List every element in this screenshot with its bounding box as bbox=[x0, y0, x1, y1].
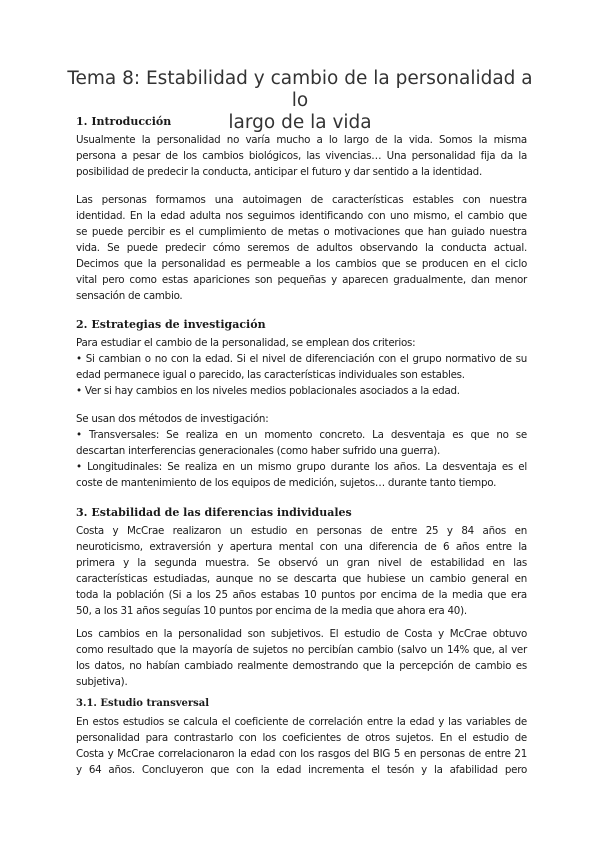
paragraph-line: sensación de cambio. bbox=[76, 290, 183, 302]
paragraph-line: los datos, no habían cambiado realmente demostrando que la percepción de cambio es bbox=[76, 660, 527, 672]
section-heading-introduccion: 1. Introducción bbox=[76, 115, 172, 128]
paragraph-line: coste de mantenimiento de los equipos de medición, sujetos… durante tanto tiempo. bbox=[76, 477, 497, 489]
bullet-line: • Longitudinales: Se realiza en un mismo grupo durante los años. La desventaja es el bbox=[76, 461, 527, 473]
paragraph-line: vital pero como estas apariciones son pequeñas y aparecen gradualmente, dan menor bbox=[76, 274, 527, 286]
paragraph-line: y 64 años. Concluyeron que con la edad incrementa el tesón y la afabilidad pero bbox=[76, 764, 527, 776]
paragraph-line: edad permanece igual o parecido, las características individuales son estables. bbox=[76, 369, 465, 381]
section-heading-estabilidad: 3. Estabilidad de las diferencias individuales bbox=[76, 506, 352, 519]
paragraph-line: Decimos que la personalidad es permeable a los cambios que se producen en el ciclo bbox=[76, 258, 527, 270]
bullet-line: • Transversales: Se realiza en un momento concreto. La desventaja es que no se bbox=[76, 429, 527, 441]
paragraph-line: descartan interferencias generacionales (como haber sufrido una guerra). bbox=[76, 445, 441, 457]
title-line-1: Tema 8: Estabilidad y cambio de la personalidad a lo bbox=[67, 68, 533, 111]
paragraph-line: vida. Se puede predecir cómo seremos de adultos observando la conducta actual. bbox=[76, 242, 527, 254]
paragraph-line: En estos estudios se calcula el coeficiente de correlación entre la edad y las variables de bbox=[76, 716, 527, 728]
paragraph-line: como resultado que la mayoría de sujetos no percibían cambio (salvo un 14% que, al ver bbox=[76, 644, 527, 656]
paragraph-line: personalidad para contrastarlo con los coeficientes de otros sujetos. En el estudio de bbox=[76, 732, 527, 744]
paragraph-line: subjetiva). bbox=[76, 676, 128, 688]
section-heading-estrategias: 2. Estrategias de investigación bbox=[76, 318, 266, 331]
paragraph-line: Se usan dos métodos de investigación: bbox=[76, 413, 269, 425]
title-line-2: largo de la vida bbox=[228, 112, 372, 133]
paragraph-line: se puede percibir es el cumplimiento de metas o motivaciones que han guiado nuestra bbox=[76, 226, 527, 238]
paragraph-line: Usualmente la personalidad no varía mucho a lo largo de la vida. Somos la misma bbox=[76, 134, 527, 146]
paragraph-line: primera y la segunda muestra. Se observó un gran nivel de estabilidad en las bbox=[76, 557, 527, 569]
paragraph-line: Los cambios en la personalidad son subjetivos. El estudio de Costa y McCrae obtuvo bbox=[76, 628, 527, 640]
paragraph-line: identidad. En la edad adulta nos seguimos identificando con uno mismo, el cambio que bbox=[76, 210, 527, 222]
paragraph-line: toda la población (Si a los 25 años estabas 10 puntos por encima de la media que era bbox=[76, 589, 527, 601]
paragraph-line: Las personas formamos una autoimagen de características estables con nuestra bbox=[76, 194, 527, 206]
paragraph-line: posibilidad de predecir la conducta, anticipar el futuro y dar sentido a la identidad. bbox=[76, 166, 482, 178]
paragraph-line: características estudiadas, aunque no se descarta que hubiese un cambio general en bbox=[76, 573, 527, 585]
bullet-line: • Si cambian o no con la edad. Si el nivel de diferenciación con el grupo normativo de su bbox=[76, 353, 527, 365]
paragraph-line: Costa y McCrae realizaron un estudio en personas de entre 25 y 84 años en bbox=[76, 525, 527, 537]
paragraph-line: Para estudiar el cambio de la personalidad, se emplean dos criterios: bbox=[76, 337, 416, 349]
subsection-heading-estudio-transversal: 3.1. Estudio transversal bbox=[76, 698, 210, 709]
paragraph-line: 50, a los 31 años seguías 10 puntos por encima de la media que ahora era 40). bbox=[76, 605, 467, 617]
bullet-line: • Ver si hay cambios en los niveles medios poblacionales asociados a la edad. bbox=[76, 385, 460, 397]
paragraph-line: neuroticismo, extraversión y apertura mental con una diferencia de 6 años entre la bbox=[76, 541, 527, 553]
paragraph-line: Costa y McCrae correlacionaron la edad con los rasgos del BIG 5 en personas de entre 21 bbox=[76, 748, 527, 760]
paragraph-line: persona a pesar de los cambios biológicos, las vivencias… Una personalidad fija da la bbox=[76, 150, 527, 162]
